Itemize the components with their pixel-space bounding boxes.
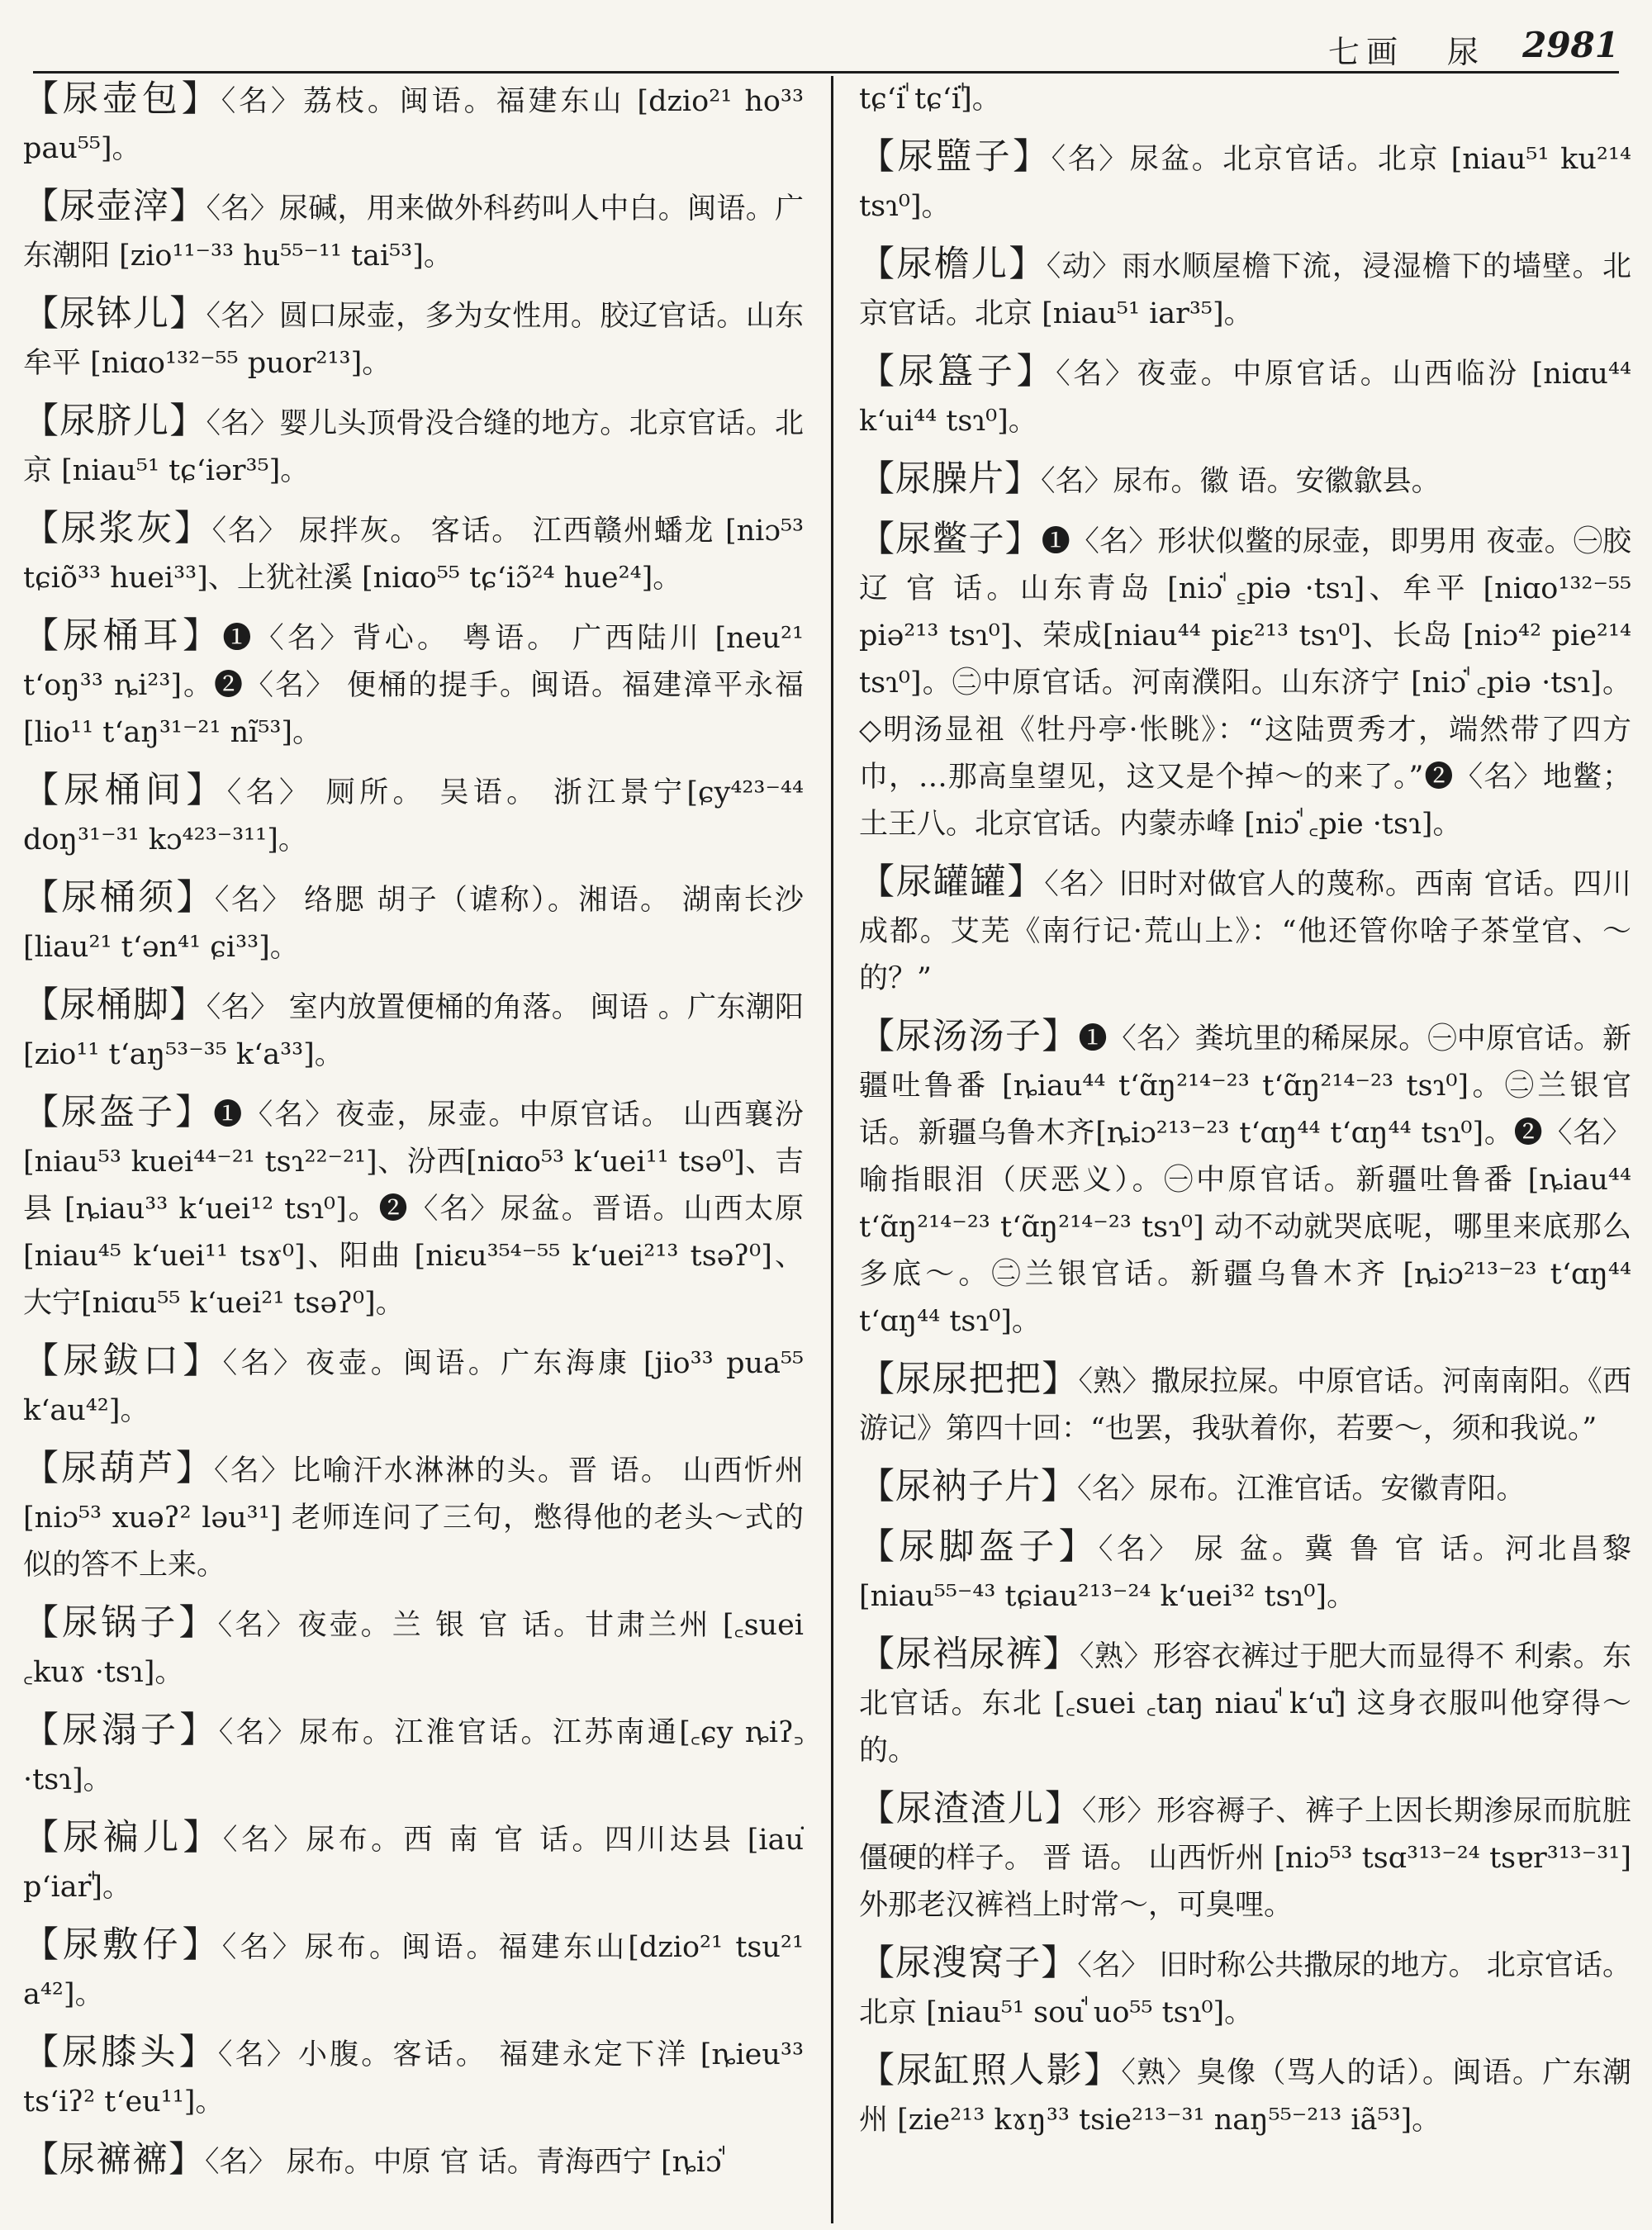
dictionary-entry <box>859 1356 1631 1453</box>
entry-headword: 【尿鈸口】 <box>23 1340 223 1382</box>
entry-headword: 【尿桶须】 <box>23 877 215 918</box>
section-label: 七画 <box>1327 34 1404 70</box>
dictionary-entry <box>23 291 804 387</box>
dictionary-entry <box>859 134 1631 230</box>
entry-headword: 【尿敷仔】 <box>23 1924 222 1966</box>
dictionary-entry <box>23 76 804 173</box>
entry-headword: 【尿桶间】 <box>23 770 227 811</box>
entry-headword: 【尿裆尿裤】 <box>859 1634 1080 1675</box>
entry-headword: 【尿褊儿】 <box>23 1817 223 1858</box>
dictionary-entry <box>859 241 1631 338</box>
entry-headword: 【尿葫芦】 <box>23 1448 215 1489</box>
entry-definition: 〈熟〉撒尿拉屎。中原官话。河南南阳。《西游记》第四十回：“也罢，我驮着你，若要～，须和我说。” <box>859 1365 1631 1445</box>
dictionary-entry <box>859 76 1631 123</box>
entry-definition: 〈名〉 尿 盆。冀 鲁 官 话。河北昌黎 [niau⁵⁵⁻⁴³ tɕiau²¹³⁻²⁴ kʻuei³² tsɿ⁰]。 <box>859 1533 1631 1613</box>
entry-headword: 【尿壶包】 <box>23 78 221 120</box>
entry-definition: 〈名〉尿布。江淮官话。江苏南通[꜀ɕy ȵiʔ꜆ ·tsɿ]。 <box>23 1716 804 1796</box>
dictionary-entry <box>23 398 804 495</box>
entry-definition: 〈名〉尿盆。北京官话。北京 [niau⁵¹ ku²¹⁴ tsɿ⁰]。 <box>859 143 1631 223</box>
entry-definition: ❶〈名〉形状似鳖的尿壶，即男用 夜壶。㊀胶 辽 官 话。山东青岛 [niɔꜗ ꜁piə ·tsɿ]、牟平 [niɑo¹³²⁻⁵⁵ piə²¹³ tsɿ⁰]、荣成[niau⁴⁴ piɛ²¹³ tsɿ⁰]、长岛 [niɔ⁴² pie²¹⁴ tsɿ⁰]。㊁中原官话。河南濮阳。山东济宁 [niɔꜗ ꜀piə ·tsɿ]。◇明汤显祖《牡丹亭·怅眺》：“这陆贾秀才，端然带了四方巾，…那高皇望见，这又是个掉～的来了。”❷〈名〉地鳖；土王八。北京官话。内蒙赤峰 [niɔꜗ ꜀pie ·tsɿ]。 <box>859 525 1631 841</box>
entry-headword: 【尿桶脚】 <box>23 985 206 1026</box>
entry-definition: 〈名〉尿布。徽 语。安徽歙县。 <box>1041 465 1441 498</box>
dictionary-entry <box>23 1815 804 1911</box>
entry-headword: 【尿膝头】 <box>23 2032 218 2073</box>
entry-definition: 〈熟〉臭像（骂人的话）。闽语。广东潮州 [zie²¹³ kɤŋ³³ tsie²¹³⁻³¹ naŋ⁵⁵⁻²¹³ iã⁵³]。 <box>859 2057 1631 2137</box>
dictionary-entry <box>23 1922 804 2019</box>
entry-definition: 〈名〉 尿布。中原 官 话。青海西宁 [ȵiɔꜗ <box>205 2146 722 2179</box>
entry-definition: ❶〈名〉粪坑里的稀屎尿。㊀中原官话。新疆吐鲁番 [ȵiau⁴⁴ tʻɑ̃ŋ²¹⁴⁻²³ tʻɑ̃ŋ²¹⁴⁻²³ tsɿ⁰]。㊁兰银官话。新疆乌鲁木齐[ȵiɔ²¹³⁻²³ tʻɑŋ⁴⁴ tʻɑŋ⁴⁴ tsɿ⁰]。❷〈名〉喻指眼泪（厌恶义）。㊀中原官话。新疆吐鲁番 [ȵiau⁴⁴ tʻɑ̃ŋ²¹⁴⁻²³ tʻɑ̃ŋ²¹⁴⁻²³ tsɿ⁰] 动不动就哭底呢，哪里来底那么多底～。㊁兰银官话。新疆乌鲁木齐 [ȵiɔ²¹³⁻²³ tʻɑŋ⁴⁴ tʻɑŋ⁴⁴ tsɿ⁰]。 <box>859 1022 1631 1338</box>
dictionary-entry <box>859 1464 1631 1513</box>
entry-headword: 【尿缸照人影】 <box>859 2050 1122 2091</box>
dictionary-entry <box>23 767 804 864</box>
dictionary-entry <box>23 613 804 757</box>
entry-definition: 〈名〉尿碱，用来做外科药叫人中白。闽语。广东潮阳 [zio¹¹⁻³³ hu⁵⁵⁻¹¹ tai⁵³]。 <box>23 192 804 273</box>
entry-definition: 〈形〉形容褥子、裤子上因长期渗尿而肮脏僵硬的样子。 晋 语。 山西忻州 [niɔ⁵³ tsɑ³¹³⁻²⁴ tsɐr³¹³⁻³¹] 外那老汉裤裆上时常～，可臭哩。 <box>859 1795 1631 1922</box>
entry-headword: 【尿罐罐】 <box>859 861 1045 903</box>
dictionary-entry <box>23 1445 804 1589</box>
dictionary-entry <box>23 982 804 1079</box>
entry-definition: 〈名〉尿布。西 南 官 话。四川达县 [iauꜗ pʻiarꜗ]。 <box>23 1824 804 1904</box>
entry-headword: 【尿檐儿】 <box>859 244 1047 285</box>
entry-headword: 【尿盬子】 <box>859 136 1051 178</box>
dictionary-entry <box>23 2137 804 2186</box>
dictionary-entry <box>859 516 1631 848</box>
entry-definition: 〈名〉 旧时称公共撒尿的地方。 北京官话。北京 [niau⁵¹ souꜗ uo⁵⁵ tsɿ⁰]。 <box>859 1949 1631 2029</box>
page-number: 2981 <box>1522 25 1619 65</box>
entry-definition: ❶〈名〉夜壶，尿壶。中原官话。 山西襄汾 [niau⁵³ kuei⁴⁴⁻²¹ tsɿ²²⁻²¹]、汾西[niɑo⁵³ kʻuei¹¹ tsə⁰]、吉县 [ȵiau³³ kʻuei¹² tsɿ⁰]。❷〈名〉尿盆。晋语。山西太原 [niau⁴⁵ kʻuei¹¹ tsɤ⁰]、阳曲 [niɛu³⁵⁴⁻⁵⁵ kʻuei²¹³ tsəʔ⁰]、大宁[niɑu⁵⁵ kʻuei²¹ tsəʔ⁰]。 <box>23 1098 804 1320</box>
entry-headword: 【尿褯褯】 <box>23 2139 205 2180</box>
dictionary-entry <box>859 1940 1631 2037</box>
entry-definition: 〈名〉夜壶。闽语。广东海康 [jio³³ pua⁵⁵ kʻau⁴²]。 <box>23 1347 804 1427</box>
entry-headword: 【尿钵儿】 <box>23 293 206 334</box>
entry-headword: 【尿汤汤子】 <box>859 1016 1079 1057</box>
entry-definition: 〈动〉雨水顺屋檐下流，浸湿檐下的墙壁。北京官话。北京 [niau⁵¹ iar³⁵]。 <box>859 250 1631 330</box>
entry-headword: 【尿锅子】 <box>23 1602 218 1644</box>
entry-definition: 〈名〉夜壶。兰 银 官 话。甘肃兰州 [꜀suei ꜀kuɤ ·tsɿ]。 <box>23 1609 804 1689</box>
dictionary-entry <box>859 349 1631 445</box>
dictionary-entry <box>23 875 804 971</box>
entry-definition: tɕʻiꜗ tɕʻiꜗ]。 <box>859 83 1001 116</box>
entry-definition: 〈名〉夜壶。中原官话。山西临汾 [niɑu⁴⁴ kʻui⁴⁴ tsɿ⁰]。 <box>859 358 1631 438</box>
dictionary-entry <box>859 1013 1631 1345</box>
entry-definition: 〈名〉 尿拌灰。 客话。 江西赣州蟠龙 [niɔ⁵³ tɕiõ³³ huei³³]、上犹社溪 [niɑo⁵⁵ tɕʻiɔ̃²⁴ hue²⁴]。 <box>23 515 804 595</box>
dictionary-entry <box>859 1786 1631 1929</box>
dictionary-entry <box>23 1089 804 1327</box>
dictionary-entry <box>859 1524 1631 1620</box>
entry-definition: 〈名〉 络腮 胡子（谑称）。湘语。 湖南长沙 [liau²¹ tʻən⁴¹ ɕi³³]。 <box>23 884 804 964</box>
dictionary-entry <box>23 1600 804 1696</box>
running-header <box>33 17 1619 74</box>
entry-headword: 【尿盔子】 <box>23 1092 214 1133</box>
entry-headword: 【尿浆灰】 <box>23 508 212 549</box>
entry-definition: 〈名〉 室内放置便桶的角落。 闽语 。广东潮阳 [zio¹¹ tʻaŋ⁵³⁻³⁵ kʻa³³]。 <box>23 991 804 1071</box>
entry-definition: 〈名〉 厕所。 吴语。 浙江景宁[ɕy⁴²³⁻⁴⁴ doŋ³¹⁻³¹ kɔ⁴²³⁻³¹¹]。 <box>23 776 804 856</box>
entry-headword: 【尿桶耳】 <box>23 615 223 657</box>
left-column <box>23 76 804 2219</box>
entry-definition: 〈熟〉形容衣裤过于肥大而显得不 利索。东北官话。东北 [꜀suei ꜀taŋ niauꜗ kʻuꜗ] 这身衣服叫他穿得～的。 <box>859 1640 1631 1767</box>
right-column <box>859 76 1631 2219</box>
entry-headword: 【尿臊片】 <box>859 458 1041 500</box>
entry-headword: 【尿渣渣儿】 <box>859 1788 1082 1829</box>
entry-definition: 〈名〉婴儿头顶骨没合缝的地方。北京官话。北京 [niau⁵¹ tɕʻiər³⁵]。 <box>23 407 804 487</box>
head-character: 尿 <box>1446 34 1479 70</box>
entry-definition: 〈名〉尿布。闽语。福建东山[dzio²¹ tsu²¹ a⁴²]。 <box>23 1931 804 2011</box>
entry-headword: 【尿脐儿】 <box>23 401 206 442</box>
dictionary-entry <box>23 1707 804 1804</box>
entry-headword: 【尿簋子】 <box>859 351 1056 392</box>
entry-headword: 【尿溻子】 <box>23 1710 219 1751</box>
dictionary-entry <box>23 2029 804 2126</box>
dictionary-entry <box>859 859 1631 1003</box>
dictionary-entry <box>23 183 804 280</box>
dictionary-entry <box>23 505 804 602</box>
entry-definition: 〈名〉比喻汗水淋淋的头。晋 语。 山西忻州 [niɔ⁵³ xuəʔ² ləu³¹] 老师连问了三句，憋得他的老头～式的似的答不上来。 <box>23 1454 804 1582</box>
entry-definition: 〈名〉小腹。客话。 福建永定下洋 [ȵieu³³ tsʻiʔ² tʻeu¹¹]。 <box>23 2038 804 2118</box>
entry-headword: 【尿脚盔子】 <box>859 1526 1099 1568</box>
dictionary-entry <box>859 2047 1631 2144</box>
entry-definition: 〈名〉尿布。江淮官话。安徽青阳。 <box>1077 1473 1526 1506</box>
entry-headword: 【尿尿把把】 <box>859 1359 1079 1400</box>
entry-headword: 【尿衲子片】 <box>859 1466 1077 1507</box>
entry-headword: 【尿溲窝子】 <box>859 1943 1078 1984</box>
dictionary-entry <box>859 1631 1631 1775</box>
entry-definition: 〈名〉旧时对做官人的蔑称。西南 官话。四川成都。艾芜《南行记·荒山上》：“他还管你啥子茶堂官、～的？” <box>859 868 1631 995</box>
column-divider <box>831 76 833 2223</box>
entry-headword: 【尿壶滓】 <box>23 186 206 227</box>
entry-definition: 〈名〉圆口尿壶，多为女性用。胶辽官话。山东牟平 [niɑo¹³²⁻⁵⁵ puor²¹³]。 <box>23 300 804 380</box>
entry-definition: 〈名〉荔枝。闽语。福建东山 [dzio²¹ ho³³ pau⁵⁵]。 <box>23 85 804 165</box>
dictionary-entry <box>859 456 1631 505</box>
entry-headword: 【尿鳖子】 <box>859 519 1042 560</box>
entry-definition: ❶〈名〉背心。 粤语。 广西陆川 [neu²¹ tʻoŋ³³ ȵi²³]。❷〈名〉 便桶的提手。闽语。福建漳平永福 [lio¹¹ tʻaŋ³¹⁻²¹ nĩ⁵³]。 <box>23 622 804 749</box>
dictionary-entry <box>23 1338 804 1435</box>
